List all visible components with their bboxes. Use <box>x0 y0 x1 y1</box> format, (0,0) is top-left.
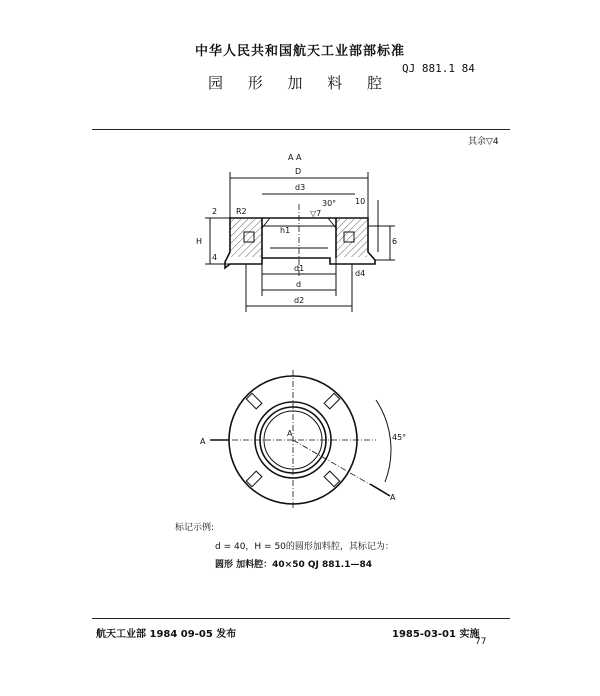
footer-rule <box>92 618 510 619</box>
dim-6: 6 <box>392 237 398 246</box>
dim-10: 10 <box>355 197 366 206</box>
angle-45-label: 45° <box>392 433 407 442</box>
plan-view <box>210 370 391 510</box>
dim-d3: d3 <box>295 183 306 192</box>
section-mark-left: A <box>200 437 206 446</box>
dim-H: H <box>196 237 203 246</box>
dim-R2: R2 <box>236 207 247 216</box>
section-label: A A <box>288 153 302 162</box>
marking-example-line1: d = 40，H = 50的圆形加料腔，其标记为： <box>215 542 394 552</box>
implementation-date: 1985-03-01 实施 <box>392 629 480 640</box>
dim-2: 2 <box>212 207 218 216</box>
dim-angle-30: 30° <box>322 199 337 208</box>
general-roughness-note: 其余▽4 <box>468 137 499 147</box>
issue-date: 航天工业部 1984 09-05 发布 <box>96 629 237 640</box>
center-label: A <box>287 429 293 438</box>
standard-number: QJ 881.1 84 <box>402 62 475 75</box>
marking-example-label: 标记示例: <box>175 523 215 533</box>
dim-h1: h1 <box>280 226 291 235</box>
marking-example-line2: 圆形 加料腔：40×50 QJ 881.1—84 <box>215 560 372 570</box>
page-number: 77 <box>475 637 487 647</box>
document-title: 园 形 加 料 腔 <box>207 74 393 92</box>
dim-D: D <box>295 167 302 176</box>
issuing-organization: 中华人民共和国航天工业部部标准 <box>194 44 405 59</box>
dim-d: d <box>296 280 302 289</box>
dim-d4: d4 <box>355 269 366 278</box>
dim-d2: d2 <box>294 296 305 305</box>
section-mark-right: A <box>390 493 396 502</box>
dim-roughness-7: ▽7 <box>310 209 322 218</box>
dim-d1: d1 <box>294 264 305 273</box>
dim-4: 4 <box>212 253 218 262</box>
